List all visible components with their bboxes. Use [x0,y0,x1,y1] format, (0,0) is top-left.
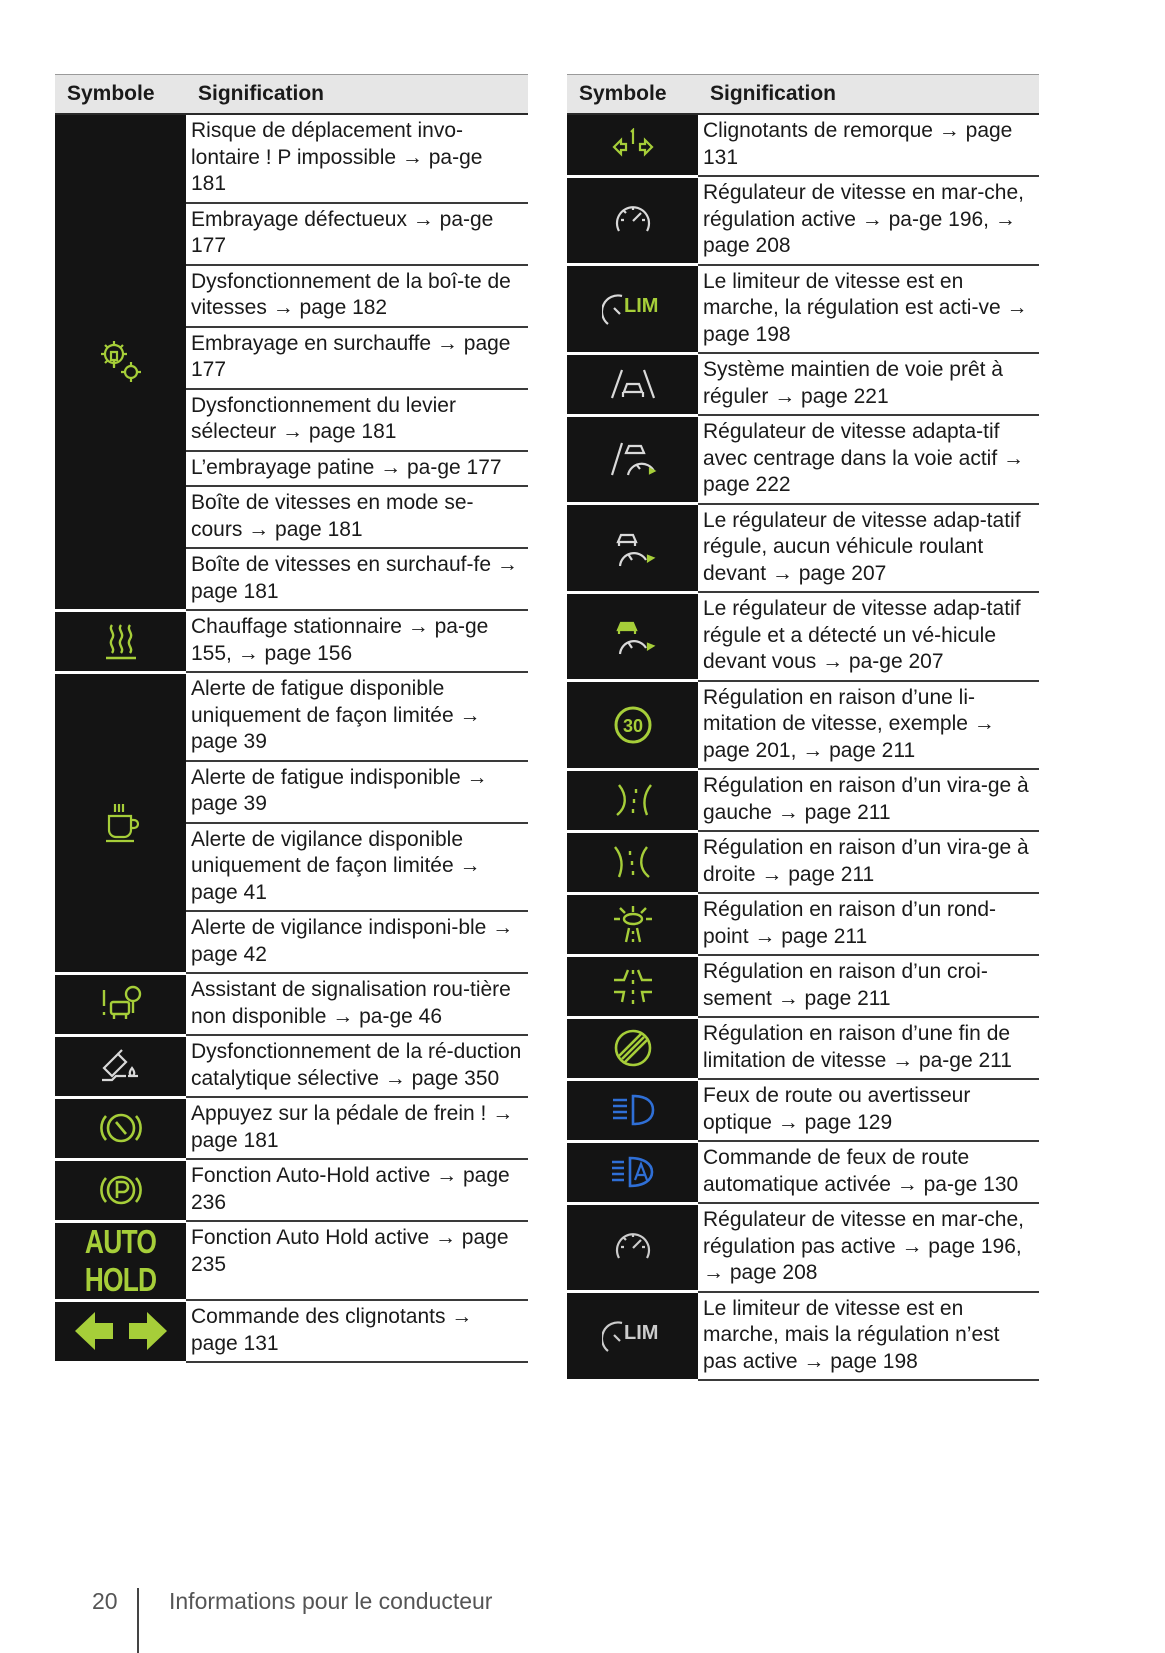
table-row [567,1079,1039,1141]
table-row [567,592,1039,681]
symbol-table-right [567,74,1039,1382]
table-row [567,353,1039,415]
left-curve-icon [567,769,698,831]
description-text: Alerte de vigilance indisponi-ble → page 42 [186,911,528,973]
description-text: Feux de route ou avertisseur optique → page 129 [698,1079,1039,1141]
description-text: Régulateur de vitesse en mar-che, régulation active → pa-ge 196, → page 208 [698,176,1039,265]
description-text: Risque de déplacement invo-lontaire ! P impossible → pa-ge 181 [186,114,528,203]
description-text: Régulation en raison d’un vira-ge à droite → page 211 [698,831,1039,893]
description-text: Le régulateur de vitesse adap-tatif régule, aucun véhicule roulant devant → page 207 [698,504,1039,593]
header-meaning: Signification [698,75,1039,115]
description-text: Le limiteur de vitesse est en marche, la régulation est acti-ve → page 198 [698,265,1039,354]
table-row [567,176,1039,265]
table-row [567,955,1039,1017]
table-row [55,1035,528,1097]
description-text: Fonction Auto-Hold active → page 236 [186,1159,528,1221]
cruise-control-inactive-icon [567,1203,698,1292]
table-row [55,1097,528,1159]
description-text: Boîte de vitesses en mode se-cours → page 181 [186,486,528,548]
description-text: Le limiteur de vitesse est en marche, mais la régulation n’est pas active → page 198 [698,1292,1039,1381]
description-text: Dysfonctionnement de la boî-te de vitesses → page 182 [186,265,528,327]
trailer-turn-signals-icon [567,114,698,176]
table-row [55,672,528,761]
lim-label: LIM [623,294,658,317]
traffic-sign-assist-warning-icon [55,973,186,1035]
table-row [567,681,1039,770]
description-text: Régulateur de vitesse en mar-che, régulation pas active → page 196, → page 208 [698,1203,1039,1292]
footer-divider [137,1588,139,1653]
auto-hold-icon: AUTO HOLD [55,1221,186,1300]
turn-signal-arrows-icon [55,1300,186,1362]
table-row [567,1203,1039,1292]
table-row [55,610,528,672]
intersection-icon [567,955,698,1017]
speed-limiter-icon [567,265,698,354]
table-row [567,893,1039,955]
description-text: Régulation en raison d’un vira-ge à gauche → page 211 [698,769,1039,831]
header-symbol: Symbole [567,75,698,115]
description-text: Appuyez sur la pédale de frein ! → page 181 [186,1097,528,1159]
adaptive-cruise-lane-centering-icon [567,415,698,504]
speed-limiter-inactive-icon [567,1292,698,1381]
description-text: Alerte de fatigue indisponible → page 39 [186,761,528,823]
adblue-fluid-icon [55,1035,186,1097]
lim-label: LIM [623,1321,658,1344]
table-row [55,1300,528,1362]
cruise-control-active-icon [567,176,698,265]
press-brake-pedal-icon [55,1097,186,1159]
roundabout-icon [567,893,698,955]
description-text: Boîte de vitesses en surchauf-fe → page 181 [186,548,528,610]
table-row [567,769,1039,831]
right-curve-icon [567,831,698,893]
table-row [567,1292,1039,1381]
table-row [55,1159,528,1221]
description-text: Dysfonctionnement de la ré-duction catalytique sélective → page 350 [186,1035,528,1097]
description-text: Clignotants de remorque → page 131 [698,114,1039,176]
description-text: Embrayage en surchauffe → page 177 [186,327,528,389]
adaptive-cruise-vehicle-detected-icon [567,592,698,681]
description-text: Assistant de signalisation rou-tière non disponible → pa-ge 46 [186,973,528,1035]
header-symbol: Symbole [55,75,186,115]
header-meaning: Signification [186,75,528,115]
footer-title: Informations pour le conducteur [169,1588,493,1614]
table-row [567,1141,1039,1203]
description-text: Alerte de vigilance disponible uniquement de façon limitée → page 41 [186,823,528,912]
coffee-cup-icon [55,672,186,973]
table-row [567,1017,1039,1079]
description-text: Régulation en raison d’une fin de limitation de vitesse → pa-ge 211 [698,1017,1039,1079]
speed-30-label: 30 [622,715,643,736]
transmission-fault-icon [55,114,186,610]
table-row [567,114,1039,176]
description-text: L’embrayage patine → pa-ge 177 [186,451,528,487]
description-text: Système maintien de voie prêt à réguler → page 221 [698,353,1039,415]
speed-limit-30-icon [567,681,698,770]
table-row [567,415,1039,504]
description-text: Régulation en raison d’un rond-point → page 211 [698,893,1039,955]
parking-brake-icon [55,1159,186,1221]
lane-keeping-ready-icon [567,353,698,415]
description-text: Alerte de fatigue disponible uniquement de façon limitée → page 39 [186,672,528,761]
end-of-speed-limit-icon [567,1017,698,1079]
table-row [55,114,528,203]
parking-heater-icon [55,610,186,672]
description-text: Le régulateur de vitesse adap-tatif régule et a détecté un vé-hicule devant vous → pa-ge 207 [698,592,1039,681]
description-text: Embrayage défectueux → pa-ge 177 [186,203,528,265]
description-text: Régulateur de vitesse adapta-tif avec centrage dans la voie actif → page 222 [698,415,1039,504]
symbol-table-left [55,74,528,1364]
page-number: 20 [92,1588,118,1614]
table-row [55,1221,528,1300]
table-row [567,831,1039,893]
description-text: Dysfonctionnement du levier sélecteur → page 181 [186,389,528,451]
table-row [55,973,528,1035]
auto-high-beam-icon [567,1141,698,1203]
description-text: Fonction Auto Hold active → page 235 [186,1221,528,1300]
adaptive-cruise-no-vehicle-icon [567,504,698,593]
description-text: Chauffage stationnaire → pa-ge 155, → page 156 [186,610,528,672]
description-text: Régulation en raison d’une li-mitation de vitesse, exemple → page 201, → page 211 [698,681,1039,770]
high-beam-icon [567,1079,698,1141]
description-text: Commande de feux de route automatique activée → pa-ge 130 [698,1141,1039,1203]
table-row [567,504,1039,593]
description-text: Commande des clignotants → page 131 [186,1300,528,1362]
description-text: Régulation en raison d’un croi-sement → page 211 [698,955,1039,1017]
table-row [567,265,1039,354]
